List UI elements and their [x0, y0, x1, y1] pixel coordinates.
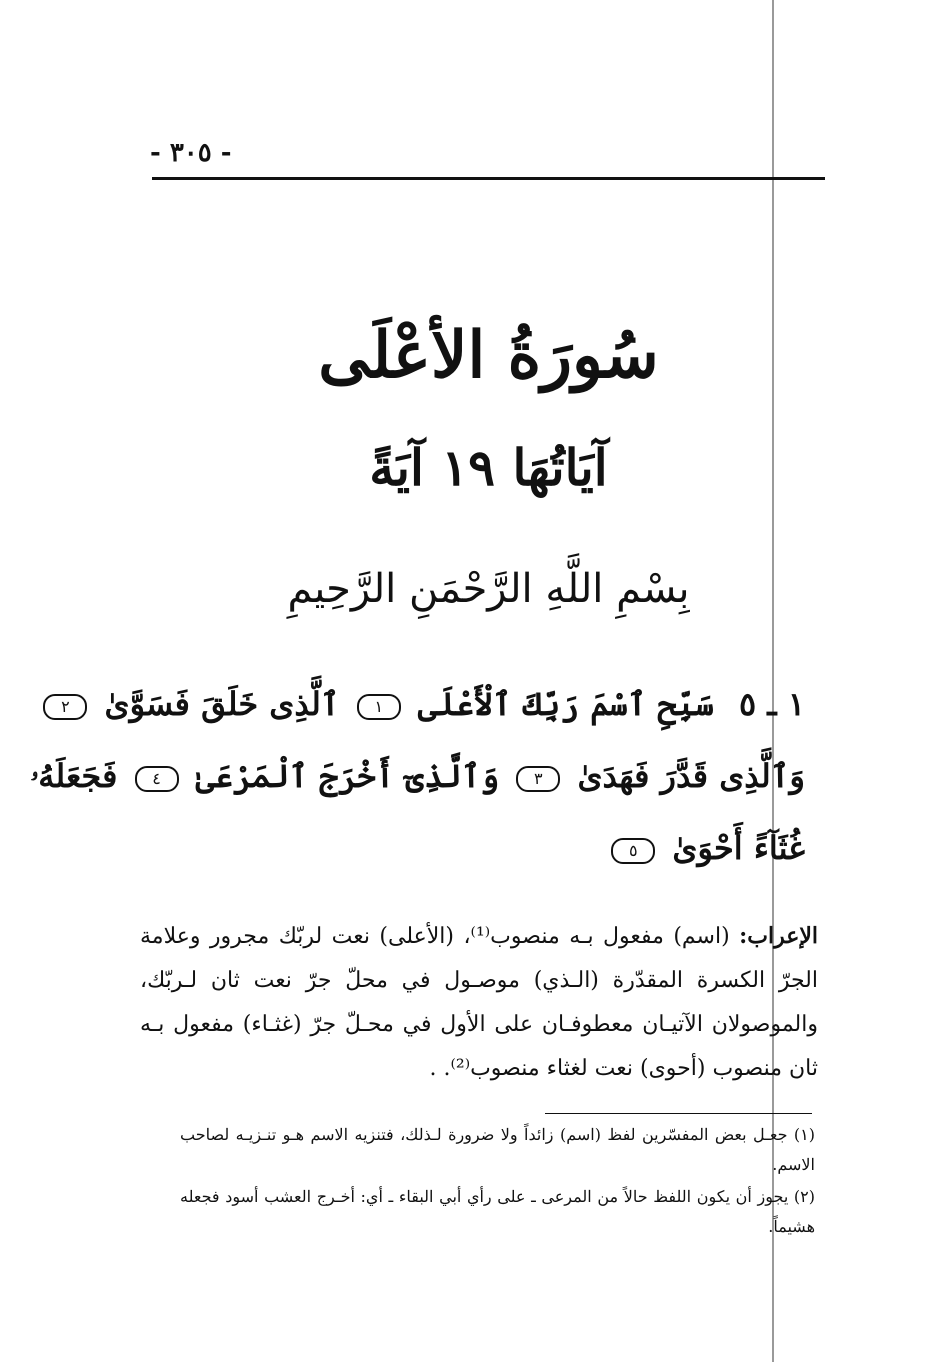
verse-text: غُثَآءً أَحْوَىٰ	[672, 829, 805, 867]
verse-text: وَٱلَّذِى قَدَّرَ فَهَدَىٰ	[577, 757, 805, 795]
surah-title: سُورَةُ الأعْلَى	[318, 318, 659, 393]
header-rule	[152, 177, 825, 180]
page-number: - ٣٠٥ -	[150, 138, 232, 168]
grammar-analysis	[140, 914, 818, 1091]
verse-reference: ١ ـ ٥	[738, 685, 805, 723]
ayah-marker: ٣	[516, 766, 560, 792]
verse-text: وَٱلَّذِىٓ أَخْرَجَ ٱلْمَرْعَىٰ	[195, 757, 500, 795]
footnote-1: (١) جعـل بعض المفسّرين لفظ (اسم) زائداً ولا ضرورة لـذلك، فتنزيه الاسم هـو تنـزيـه لصاحب الاسم.	[180, 1125, 815, 1174]
ayah-marker: ٥	[611, 838, 655, 864]
analysis-text: (اسم) مفعول بـه منصوب⁽¹⁾، (الأعلى) نعت لربّك مجرور وعلامة الجرّ الكسرة المقدّرة (الـذي) موصـول في محلّ جرّ نعت ثان لـربّك، والموصولان الآتيـان معطوفـان على الأول في محـلّ جرّ (غثـاء) مفعول بـه ثان منصوب (أحوى) نعت لغثاء منصوب⁽²⁾. .	[140, 924, 818, 1081]
footnote-rule	[545, 1113, 812, 1114]
ayah-marker: ٤	[135, 766, 179, 792]
footnote-2: (٢) يجوز أن يكون اللفظ حالاً من المرعى ـ على رأي أبي البقاء ـ أي: أخـرج العشب أسود فجعله هشيماً.	[180, 1187, 815, 1236]
verse-text: فَجَعَلَهُۥ	[30, 757, 118, 795]
ayah-marker: ١	[357, 694, 401, 720]
ayah-marker: ٢	[43, 694, 87, 720]
quran-verses	[30, 668, 805, 884]
verse-text: ٱلَّذِى خَلَقَ فَسَوَّىٰ	[104, 685, 340, 723]
verse-text: سَبِّحِ ٱسْمَ رَبِّكَ ٱلْأَعْلَى	[417, 685, 714, 723]
verse-line-2	[30, 740, 805, 812]
basmala: بِسْمِ اللَّهِ الرَّحْمَنِ الرَّحِيمِ	[287, 566, 690, 612]
verse-line-3	[175, 812, 805, 884]
verse-line-1	[61, 668, 805, 740]
verse-count: آيَاتُهَا ١٩ آيَةً	[369, 438, 608, 497]
analysis-heading: الإعراب:	[739, 923, 819, 949]
footnotes	[180, 1120, 815, 1244]
